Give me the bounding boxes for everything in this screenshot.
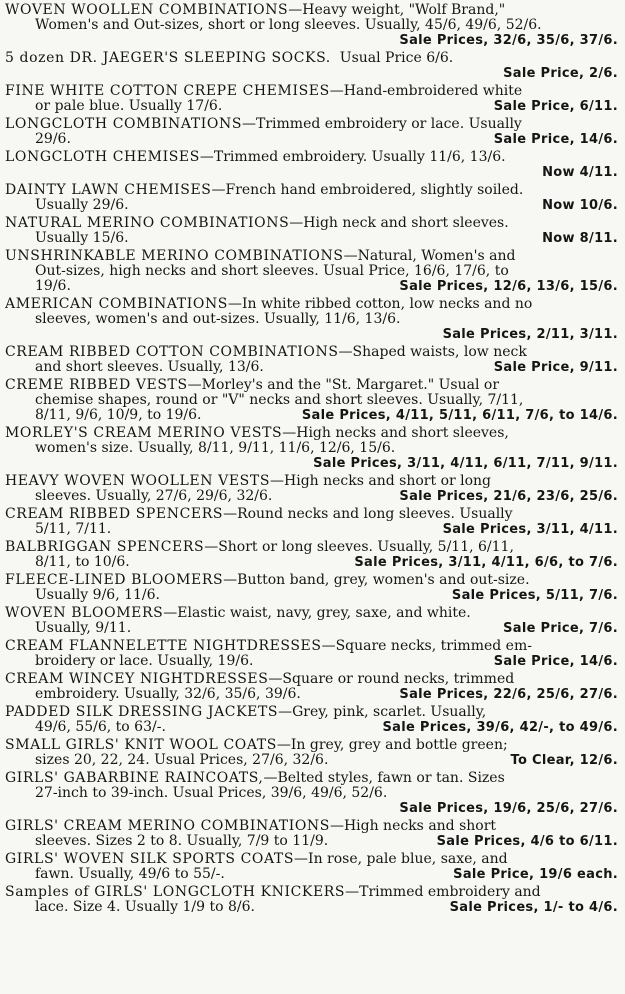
item-description: —Trimmed embroidery or lace. Usually — [242, 117, 522, 132]
list-item — [5, 474, 618, 504]
item-title: GIRLS' WOVEN SILK SPORTS COATS — [5, 852, 295, 867]
sale-price: To Clear, 12/6. — [510, 753, 618, 768]
item-description: —High neck and short sleeves. — [289, 216, 509, 231]
sale-price: Sale Prices, 3/11, 4/11, 6/6, to 7/6. — [354, 555, 618, 570]
item-description: —Square necks, trimmed em- — [321, 639, 532, 654]
list-item — [5, 540, 618, 570]
list-item — [5, 216, 618, 246]
list-item — [5, 852, 618, 882]
item-description-line: or pale blue. Usually 17/6. — [35, 98, 223, 114]
item-title: CREAM RIBBED SPENCERS — [5, 507, 224, 522]
item-description-line: embroidery. Usually, 32/6, 35/6, 39/6. — [35, 686, 301, 702]
item-description-line: women's size. Usually, 8/11, 9/11, 11/6, 12/6, 15/6. — [35, 441, 396, 456]
list-item — [5, 573, 618, 603]
list-item — [5, 297, 618, 342]
item-description-line: sleeves. Sizes 2 to 8. Usually, 7/9 to 11/9. — [35, 833, 329, 849]
item-description-line: 8/11, to 10/6. — [35, 554, 130, 570]
sale-price: Sale Prices, 5/11, 7/6. — [451, 588, 618, 603]
item-description: —Belted styles, fawn or tan. Sizes — [263, 771, 505, 786]
list-item — [5, 345, 618, 375]
item-description-line: Usually, 9/11. — [35, 620, 132, 636]
list-item — [5, 183, 618, 213]
sale-price: Sale Price, 19/6 each. — [453, 867, 618, 882]
item-description: —Hand-embroidered white — [329, 84, 523, 99]
item-description: —Button band, grey, women's and out-size. — [223, 573, 530, 588]
item-title: 5 dozen DR. JAEGER'S SLEEPING SOCKS. — [5, 51, 331, 66]
item-description: —Heavy weight, "Wolf Brand," — [288, 3, 506, 18]
item-title: CREAM RIBBED COTTON COMBINATIONS — [5, 345, 339, 360]
item-description: Usual Price 6/6. — [339, 51, 454, 66]
sale-price: Sale Price, 2/6. — [503, 66, 618, 81]
sale-price: Now 4/11. — [542, 165, 618, 180]
sale-price: Sale Prices, 4/6 to 6/11. — [436, 834, 618, 849]
item-title: BALBRIGGAN SPENCERS — [5, 540, 205, 555]
sale-price: Sale Prices, 39/6, 42/-, to 49/6. — [382, 720, 618, 735]
list-item — [5, 507, 618, 537]
sale-price: Sale Prices, 32/6, 35/6, 37/6. — [399, 33, 618, 48]
item-description: —In white ribbed cotton, low necks and no — [227, 297, 533, 312]
item-title: CREME RIBBED VESTS — [5, 378, 188, 393]
item-title: CREAM FLANNELETTE NIGHTDRESSES — [5, 639, 322, 654]
item-description: —Elastic waist, navy, grey, saxe, and white. — [163, 606, 471, 621]
item-title: FINE WHITE COTTON CREPE CHEMISES — [5, 84, 330, 99]
item-description: —High necks and short — [329, 819, 497, 834]
list-item — [5, 117, 618, 147]
item-title: FLEECE-LINED BLOOMERS — [5, 573, 224, 588]
item-description: —Morley's and the "St. Margaret." Usual or — [187, 378, 500, 393]
item-title: WOVEN WOOLLEN COMBINATIONS — [5, 3, 289, 18]
item-title: GIRLS' GABARBINE RAINCOATS, — [5, 771, 264, 786]
item-description: —In rose, pale blue, saxe, and — [294, 852, 508, 867]
list-item — [5, 819, 618, 849]
item-description: —Round necks and long sleeves. Usually — [223, 507, 513, 522]
item-title: HEAVY WOVEN WOOLLEN VESTS — [5, 474, 271, 489]
item-description-line: Usually 9/6, 11/6. — [35, 587, 160, 603]
list-item — [5, 84, 618, 114]
item-description-line: 29/6. — [35, 131, 71, 147]
list-item — [5, 705, 618, 735]
item-description: —In grey, grey and bottle green; — [276, 738, 508, 753]
item-description: —Short or long sleeves. Usually, 5/11, 6/11, — [204, 540, 514, 555]
item-title: Samples of GIRLS' LONGCLOTH KNICKERS — [5, 885, 346, 900]
item-description: —High necks and short sleeves, — [282, 426, 509, 441]
list-item — [5, 378, 618, 423]
list-item — [5, 672, 618, 702]
item-title: NATURAL MERINO COMBINATIONS — [5, 216, 290, 231]
item-description-line: Out-sizes, high necks and short sleeves. Usual Price, 16/6, 17/6, to — [35, 264, 509, 279]
sale-price: Sale Prices, 3/11, 4/11, 6/11, 7/11, 9/11. — [313, 456, 618, 471]
sale-price: Now 8/11. — [542, 231, 618, 246]
item-description-line: fawn. Usually, 49/6 to 55/-. — [35, 866, 225, 882]
sale-price: Sale Price, 7/6. — [503, 621, 618, 636]
item-description-line: lace. Size 4. Usually 1/9 to 8/6. — [35, 899, 255, 915]
list-item — [5, 3, 618, 48]
item-title: LONGCLOTH COMBINATIONS — [5, 117, 243, 132]
item-description: —Square or round necks, trimmed — [268, 672, 515, 687]
item-description: —Natural, Women's and — [343, 249, 516, 264]
item-description-line: 5/11, 7/11. — [35, 521, 112, 537]
item-title: MORLEY'S CREAM MERINO VESTS — [5, 426, 283, 441]
item-title: PADDED SILK DRESSING JACKETS — [5, 705, 279, 720]
sale-price: Sale Prices, 2/11, 3/11. — [442, 327, 618, 342]
sale-price: Sale Prices, 12/6, 13/6, 15/6. — [399, 279, 618, 294]
list-item — [5, 426, 618, 471]
sale-price: Sale Prices, 4/11, 5/11, 6/11, 7/6, to 14/6. — [301, 408, 618, 423]
item-description-line: Usually 29/6. — [35, 197, 129, 213]
sale-price: Sale Price, 6/11. — [493, 99, 618, 114]
list-item — [5, 606, 618, 636]
item-description-line: Usually 15/6. — [35, 230, 129, 246]
item-description: —French hand embroidered, slightly soiled. — [211, 183, 524, 198]
list-item — [5, 885, 618, 915]
sale-price: Sale Prices, 22/6, 25/6, 27/6. — [399, 687, 618, 702]
list-item — [5, 771, 618, 816]
list-item — [5, 738, 618, 768]
sale-price: Sale Price, 14/6. — [493, 132, 618, 147]
sale-price: Sale Prices, 21/6, 23/6, 25/6. — [399, 489, 618, 504]
item-description: —High necks and short or long — [270, 474, 492, 489]
item-description-line: sleeves, women's and out-sizes. Usually, 11/6, 13/6. — [35, 312, 401, 327]
item-title: DAINTY LAWN CHEMISES — [5, 183, 212, 198]
item-description-line: 27-inch to 39-inch. Usual Prices, 39/6, 49/6, 52/6. — [35, 786, 388, 801]
item-description-line: sizes 20, 22, 24. Usual Prices, 27/6, 32/6. — [35, 752, 329, 768]
item-description-line: and short sleeves. Usually, 13/6. — [35, 359, 264, 375]
sale-price: Sale Prices, 3/11, 4/11. — [442, 522, 618, 537]
list-item — [5, 51, 618, 81]
item-description-line: chemise shapes, round or "V" necks and short sleeves. Usually, 7/11, — [35, 393, 524, 408]
item-description: —Shaped waists, low neck — [338, 345, 527, 360]
item-description-line: Women's and Out-sizes, short or long sleeves. Usually, 45/6, 49/6, 52/6. — [35, 18, 542, 33]
item-description-line: 8/11, 9/6, 10/9, to 19/6. — [35, 407, 202, 423]
list-item — [5, 639, 618, 669]
item-title: UNSHRINKABLE MERINO COMBINATIONS — [5, 249, 344, 264]
list-item — [5, 150, 618, 180]
sale-price: Sale Prices, 19/6, 25/6, 27/6. — [399, 801, 618, 816]
item-description-line: 49/6, 55/6, to 63/-. — [35, 719, 166, 735]
sale-price: Sale Prices, 1/- to 4/6. — [449, 900, 618, 915]
item-title: WOVEN BLOOMERS — [5, 606, 164, 621]
list-item — [5, 249, 618, 294]
sale-price: Sale Price, 14/6. — [493, 654, 618, 669]
item-title: SMALL GIRLS' KNIT WOOL COATS — [5, 738, 277, 753]
sale-price: Sale Price, 9/11. — [493, 360, 618, 375]
item-title: GIRLS' CREAM MERINO COMBINATIONS — [5, 819, 330, 834]
sale-price: Now 10/6. — [542, 198, 618, 213]
item-description: —Trimmed embroidery and — [345, 885, 541, 900]
item-description-line: 19/6. — [35, 278, 71, 294]
item-title: LONGCLOTH CHEMISES — [5, 150, 200, 165]
item-description-line: sleeves. Usually, 27/6, 29/6, 32/6. — [35, 488, 273, 504]
item-description: —Trimmed embroidery. Usually 11/6, 13/6. — [199, 150, 506, 165]
item-title: CREAM WINCEY NIGHTDRESSES — [5, 672, 269, 687]
item-description-line: broidery or lace. Usually, 19/6. — [35, 653, 254, 669]
item-description: —Grey, pink, scarlet. Usually, — [278, 705, 487, 720]
item-title: AMERICAN COMBINATIONS — [5, 297, 228, 312]
